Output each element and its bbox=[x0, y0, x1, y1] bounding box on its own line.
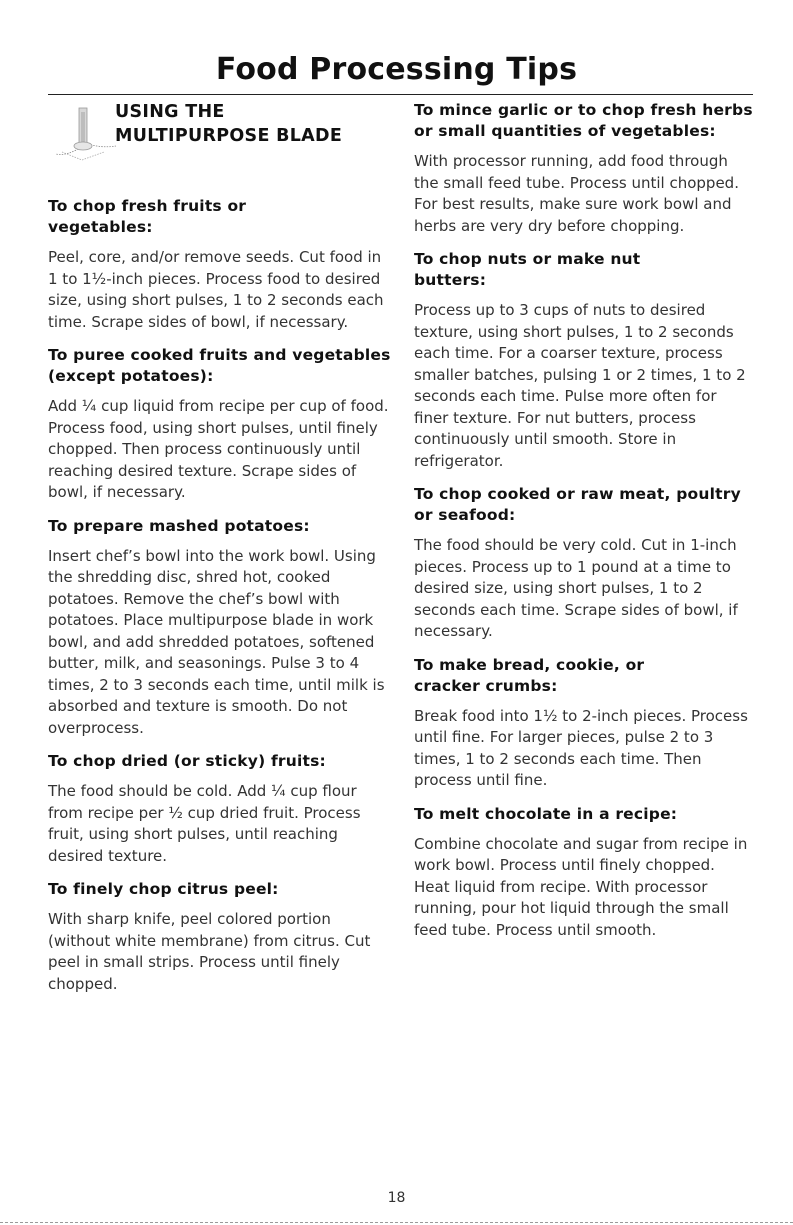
tip-heading: To make bread, cookie, or cracker crumbs: bbox=[414, 655, 645, 695]
tip-block bbox=[414, 100, 754, 237]
section-header bbox=[48, 100, 393, 180]
tip-body: With sharp knife, peel colored portion (without white membrane) from citrus. Cut peel in small strips. Process until finely chopped. bbox=[48, 910, 371, 993]
section-header-line1: USING THE bbox=[115, 102, 225, 122]
page-title: Food Processing Tips bbox=[215, 52, 578, 87]
tip-block bbox=[48, 751, 393, 867]
tip-heading: To chop cooked or raw meat, poultry or seafood: bbox=[414, 485, 741, 524]
tip-block bbox=[48, 516, 393, 740]
section-header-line2: MULTIPURPOSE BLADE bbox=[115, 126, 343, 146]
tip-body: The food should be cold. Add ¼ cup flour from recipe per ½ cup dried fruit. Process fruit, using short pulses, until reaching desired texture. bbox=[48, 782, 361, 865]
right-column bbox=[414, 100, 754, 953]
tip-block bbox=[414, 655, 754, 792]
tip-block bbox=[48, 879, 393, 995]
tip-body: The food should be very cold. Cut in 1-inch pieces. Process up to 1 pound at a time to desired size, using short pulses, 1 to 2 seconds each time. Scrape sides of bowl, if necessary. bbox=[414, 536, 738, 640]
tip-body: Insert chef’s bowl into the work bowl. Using the shredding disc, shred hot, cooked potatoes. Remove the chef’s bowl with potatoes. Place multipurpose blade in work bowl, and add shredded potatoes, softened butter, milk, and seasonings. Pulse 3 to 4 times, 2 to 3 seconds each time, until milk is absorbed and texture is smooth. Do not overprocess. bbox=[48, 546, 385, 737]
section-header-title bbox=[115, 100, 342, 148]
multipurpose-blade-icon bbox=[52, 102, 122, 168]
tip-block bbox=[414, 249, 754, 472]
tip-heading: To chop fresh fruits or vegetables: bbox=[48, 197, 247, 236]
tip-block bbox=[48, 196, 393, 333]
tip-block bbox=[48, 345, 393, 504]
tip-body: Combine chocolate and sugar from recipe in work bowl. Process until finely chopped. Heat liquid from recipe. With processor running, pour hot liquid through the small feed tube. Process until smooth. bbox=[414, 834, 748, 939]
title-rule bbox=[48, 94, 753, 95]
tip-body: Add ¼ cup liquid from recipe per cup of food. Process food, using short pulses, until finely chopped. Then process continuously until reaching desired texture. Scrape sides of bowl, if necessary. bbox=[48, 397, 389, 501]
tip-heading: To chop nuts or make nut butters: bbox=[414, 250, 641, 289]
left-column bbox=[48, 100, 393, 1007]
tip-heading: To finely chop citrus peel: bbox=[48, 880, 279, 898]
tip-block bbox=[414, 484, 754, 643]
bottom-rule bbox=[0, 1222, 793, 1223]
tip-body: Break food into 1½ to 2-inch pieces. Process until fine. For larger pieces, pulse 2 to 3 times, 1 to 2 seconds each time. Then process until fine. bbox=[414, 706, 748, 789]
tip-body: Process up to 3 cups of nuts to desired texture, using short pulses, 1 to 2 seconds each time. For a coarser texture, process smaller batches, pulsing 1 or 2 times, 1 to 2 seconds each time. Pulse more often for finer texture. For nut butters, process continuously until smooth. Store in refrigerator. bbox=[414, 301, 746, 470]
tip-heading: To prepare mashed potatoes: bbox=[48, 516, 310, 535]
page-number: 18 bbox=[387, 1190, 406, 1206]
tip-block bbox=[414, 804, 754, 942]
tip-body: With processor running, add food through the small feed tube. Process until chopped. For best results, make sure work bowl and herbs are very dry before chopping. bbox=[414, 152, 739, 235]
tip-heading: To mince garlic or to chop fresh herbs or small quantities of vegetables: bbox=[414, 101, 753, 140]
tip-heading: To melt chocolate in a recipe: bbox=[414, 804, 678, 823]
tip-heading: To puree cooked fruits and vegetables (except potatoes): bbox=[48, 346, 391, 385]
tip-heading: To chop dried (or sticky) fruits: bbox=[48, 752, 326, 770]
tip-body: Peel, core, and/or remove seeds. Cut food in 1 to 1½-inch pieces. Process food to desired size, using short pulses, 1 to 2 seconds each time. Scrape sides of bowl, if necessary. bbox=[48, 248, 384, 331]
